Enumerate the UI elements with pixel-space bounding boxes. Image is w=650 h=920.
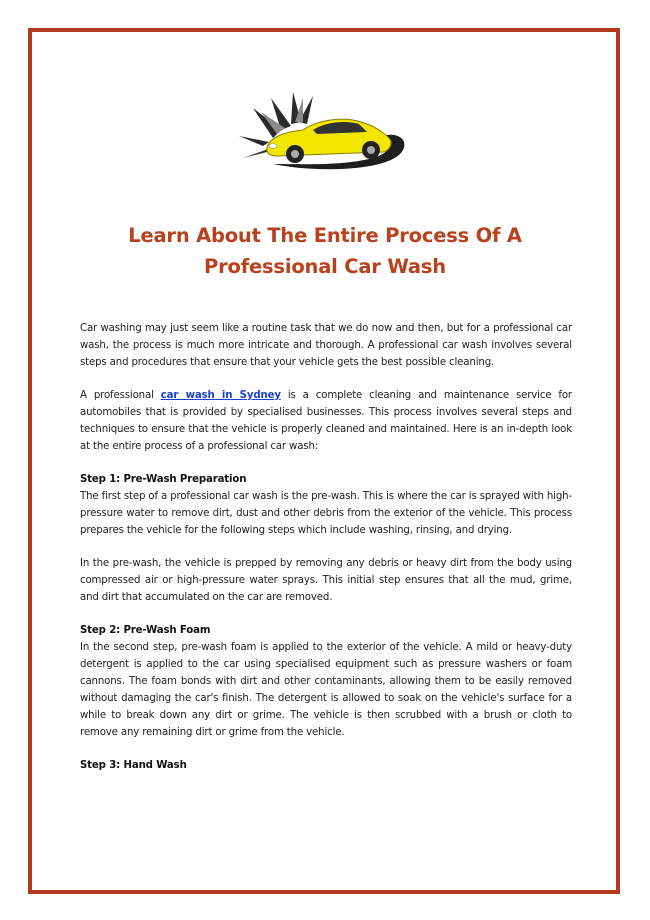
step-1-paragraph-2: In the pre-wash, the vehicle is prepped by removing any debris or heavy dirt from the body using compressed air or high-pressure water sprays. This initial step ensures that all the mud, grime, and dirt that accumulated on the car are removed. <box>80 558 572 603</box>
step-1-paragraph-1: The first step of a professional car wash is the pre-wash. This is where the car is sprayed with high-pressure water to remove dirt, dust and other debris from the exterior of the vehicle. This process prepares the vehicle for the following steps which include washing, rinsing, and drying. <box>80 491 572 536</box>
article-body <box>80 320 572 774</box>
page-title <box>80 220 570 282</box>
paragraph-2 <box>80 387 572 455</box>
title-line-2: Professional Car Wash <box>204 255 446 278</box>
car-wash-logo-icon <box>233 86 417 178</box>
step-2-heading: Step 2: Pre-Wash Foam <box>80 625 211 636</box>
title-line-1: Learn About The Entire Process Of A <box>128 224 522 247</box>
paragraph-2-start: A professional <box>80 390 161 401</box>
paragraph-2-end: is a complete cleaning and maintenance service for automobiles that is provided by specialised businesses. This process involves several steps and techniques to ensure that the vehicle is properly cleaned and maintained. Here is an in-depth look at the entire process of a professional car wash: <box>80 390 572 452</box>
step-3-heading: Step 3: Hand Wash <box>80 760 187 771</box>
step-2-paragraph-1: In the second step, pre-wash foam is applied to the exterior of the vehicle. A mild or heavy-duty detergent is applied to the car using specialised equipment such as pressure washers or foam cannons. The foam bonds with dirt and other contaminants, allowing them to be easily removed without damaging the car's finish. The detergent is allowed to soak on the vehicle's surface for a while to break down any dirt or grime. The vehicle is then scrubbed with a brush or cloth to remove any remaining dirt or grime from the vehicle. <box>80 642 572 738</box>
intro-paragraph: Car washing may just seem like a routine task that we do now and then, but for a professional car wash, the process is much more intricate and thorough. A professional car wash involves several steps and procedures that ensure that your vehicle gets the best possible cleaning. <box>80 323 572 368</box>
step-1-heading: Step 1: Pre-Wash Preparation <box>80 474 247 485</box>
car-wash-sydney-link[interactable]: car wash in Sydney <box>160 390 281 401</box>
